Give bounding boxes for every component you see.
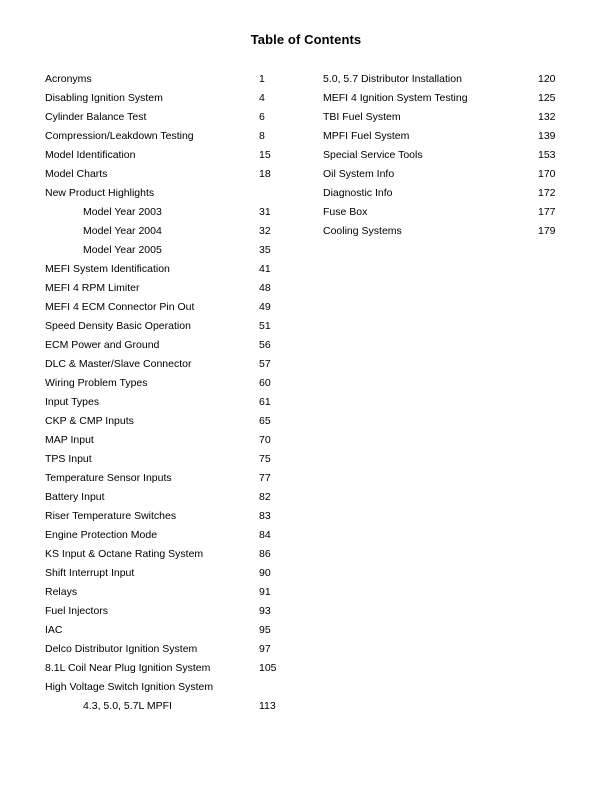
- toc-entry-label: Battery Input: [45, 491, 105, 503]
- toc-entry-label: MAP Input: [45, 434, 94, 446]
- toc-entry-page-number: 57: [259, 358, 271, 370]
- toc-entry-label: TPS Input: [45, 453, 92, 465]
- toc-entry-page-number: 172: [538, 187, 556, 199]
- toc-entry[interactable]: [45, 336, 320, 355]
- toc-entry[interactable]: [45, 108, 320, 127]
- toc-entry[interactable]: [45, 431, 320, 450]
- toc-entry[interactable]: [323, 165, 568, 184]
- toc-entry-page-number: 105: [259, 662, 277, 674]
- toc-entry-label: CKP & CMP Inputs: [45, 415, 134, 427]
- toc-entry-label: Engine Protection Mode: [45, 529, 158, 541]
- toc-entry-page-number: 84: [259, 529, 271, 541]
- toc-entry[interactable]: [45, 526, 320, 545]
- toc-entry[interactable]: [45, 583, 320, 602]
- toc-entry-page-number: 41: [259, 263, 271, 275]
- toc-entry-label: New Product Highlights: [45, 187, 155, 199]
- toc-entry[interactable]: [45, 697, 320, 716]
- toc-entry-label: ECM Power and Ground: [45, 339, 160, 351]
- toc-entry-page-number: 97: [259, 643, 271, 655]
- toc-entry[interactable]: [45, 602, 320, 621]
- toc-entry-label: Diagnostic Info: [323, 187, 393, 199]
- toc-entry-page-number: 49: [259, 301, 271, 313]
- toc-entry[interactable]: [323, 70, 568, 89]
- toc-entry-label: MEFI 4 Ignition System Testing: [323, 92, 468, 104]
- toc-entry-label: DLC & Master/Slave Connector: [45, 358, 192, 370]
- toc-entry[interactable]: [45, 659, 320, 678]
- toc-entry-label: Speed Density Basic Operation: [45, 320, 191, 332]
- toc-entry-label: Shift Interrupt Input: [45, 567, 135, 579]
- toc-entry-label: Oil System Info: [323, 168, 395, 180]
- toc-entry-label: Model Year 2004: [83, 225, 162, 237]
- toc-entry[interactable]: [45, 89, 320, 108]
- toc-entry[interactable]: [45, 279, 320, 298]
- toc-entry-label: Input Types: [45, 396, 100, 408]
- toc-entry[interactable]: [323, 108, 568, 127]
- toc-entry-label: Wiring Problem Types: [45, 377, 148, 389]
- toc-entry[interactable]: [323, 184, 568, 203]
- toc-entry-page-number: 120: [538, 73, 556, 85]
- toc-entry[interactable]: [45, 469, 320, 488]
- toc-right-column: [323, 70, 568, 241]
- toc-entry-page-number: 4: [259, 92, 265, 104]
- toc-entry[interactable]: [323, 89, 568, 108]
- toc-entry-page-number: 6: [259, 111, 265, 123]
- toc-entry-label: KS Input & Octane Rating System: [45, 548, 204, 560]
- toc-entry[interactable]: [323, 203, 568, 222]
- toc-entry-label: Special Service Tools: [323, 149, 423, 161]
- toc-entry-label: MEFI 4 RPM Limiter: [45, 282, 140, 294]
- toc-entry-label: High Voltage Switch Ignition System: [45, 681, 214, 693]
- toc-entry-label: IAC: [45, 624, 63, 636]
- toc-left-column: [45, 70, 320, 716]
- toc-entry[interactable]: [45, 70, 320, 89]
- toc-entry-page-number: 61: [259, 396, 271, 408]
- toc-entry-label: Delco Distributor Ignition System: [45, 643, 198, 655]
- toc-entry-page-number: 83: [259, 510, 271, 522]
- toc-entry-page-number: 60: [259, 377, 271, 389]
- toc-entry-page-number: 179: [538, 225, 556, 237]
- toc-entry-page-number: 35: [259, 244, 271, 256]
- toc-entry[interactable]: [45, 165, 320, 184]
- toc-entry[interactable]: [45, 488, 320, 507]
- toc-entry[interactable]: [45, 640, 320, 659]
- toc-entry-label: Relays: [45, 586, 78, 598]
- toc-entry[interactable]: [45, 412, 320, 431]
- toc-entry[interactable]: [45, 621, 320, 640]
- toc-entry-label: MEFI 4 ECM Connector Pin Out: [45, 301, 195, 313]
- toc-entry[interactable]: [45, 222, 320, 241]
- toc-entry[interactable]: [45, 374, 320, 393]
- toc-entry[interactable]: [45, 146, 320, 165]
- toc-entry-page-number: 1: [259, 73, 265, 85]
- toc-entry-label: Temperature Sensor Inputs: [45, 472, 172, 484]
- toc-entry[interactable]: [45, 507, 320, 526]
- toc-entry-page-number: 132: [538, 111, 556, 123]
- toc-entry-label: 5.0, 5.7 Distributor Installation: [323, 73, 462, 85]
- toc-entry-page-number: 170: [538, 168, 556, 180]
- toc-entry[interactable]: [45, 564, 320, 583]
- toc-entry-label: MPFI Fuel System: [323, 130, 410, 142]
- toc-entry-page-number: 8: [259, 130, 265, 142]
- toc-entry-label: Acronyms: [45, 73, 92, 85]
- toc-entry-page-number: 51: [259, 320, 271, 332]
- toc-entry[interactable]: [45, 678, 320, 697]
- toc-entry-page-number: 31: [259, 206, 271, 218]
- toc-entry-page-number: 125: [538, 92, 556, 104]
- toc-entry-page-number: 70: [259, 434, 271, 446]
- toc-entry[interactable]: [323, 127, 568, 146]
- toc-entry-page-number: 56: [259, 339, 271, 351]
- toc-entry-page-number: 82: [259, 491, 271, 503]
- toc-entry[interactable]: [323, 146, 568, 165]
- toc-entry-page-number: 90: [259, 567, 271, 579]
- toc-entry-page-number: 75: [259, 453, 271, 465]
- toc-entry[interactable]: [45, 298, 320, 317]
- toc-entry-page-number: 139: [538, 130, 556, 142]
- toc-entry-label: TBI Fuel System: [323, 111, 401, 123]
- toc-entry-label: Cylinder Balance Test: [45, 111, 147, 123]
- toc-entry-page-number: 153: [538, 149, 556, 161]
- toc-entry-label: MEFI System Identification: [45, 263, 170, 275]
- toc-entry-label: Model Year 2003: [83, 206, 162, 218]
- toc-entry-label: Model Charts: [45, 168, 108, 180]
- toc-entry[interactable]: [45, 203, 320, 222]
- toc-entry-label: Riser Temperature Switches: [45, 510, 177, 522]
- toc-entry[interactable]: [45, 450, 320, 469]
- toc-entry-label: 8.1L Coil Near Plug Ignition System: [45, 662, 211, 674]
- toc-entry-page-number: 113: [259, 700, 276, 712]
- toc-entry[interactable]: [45, 317, 320, 336]
- toc-entry[interactable]: [323, 222, 568, 241]
- toc-entry-page-number: 177: [538, 206, 556, 218]
- toc-entry-label: Cooling Systems: [323, 225, 402, 237]
- toc-entry[interactable]: [45, 241, 320, 260]
- toc-entry[interactable]: [45, 355, 320, 374]
- toc-entry[interactable]: [45, 545, 320, 564]
- toc-entry-page-number: 15: [259, 149, 271, 161]
- toc-entry[interactable]: [45, 260, 320, 279]
- toc-entry-label: Model Identification: [45, 149, 136, 161]
- toc-entry-page-number: 93: [259, 605, 271, 617]
- toc-entry-page-number: 65: [259, 415, 271, 427]
- toc-entry-page-number: 86: [259, 548, 271, 560]
- page-title: Table of Contents: [250, 32, 362, 47]
- toc-entry-page-number: 77: [259, 472, 271, 484]
- toc-entry-label: Disabling Ignition System: [45, 92, 163, 104]
- toc-entry-label: Compression/Leakdown Testing: [45, 130, 194, 142]
- toc-entry-label: Fuel Injectors: [45, 605, 109, 617]
- toc-entry-page-number: 95: [259, 624, 271, 636]
- toc-entry-page-number: 91: [259, 586, 271, 598]
- toc-entry-page-number: 18: [259, 168, 271, 180]
- toc-entry-page-number: 32: [259, 225, 271, 237]
- toc-entry-label: Fuse Box: [323, 206, 368, 218]
- toc-entry-label: 4.3, 5.0, 5.7L MPFI: [83, 700, 172, 712]
- toc-entry[interactable]: [45, 184, 320, 203]
- toc-entry-page-number: 48: [259, 282, 271, 294]
- toc-entry[interactable]: [45, 127, 320, 146]
- toc-entry[interactable]: [45, 393, 320, 412]
- toc-entry-label: Model Year 2005: [83, 244, 162, 256]
